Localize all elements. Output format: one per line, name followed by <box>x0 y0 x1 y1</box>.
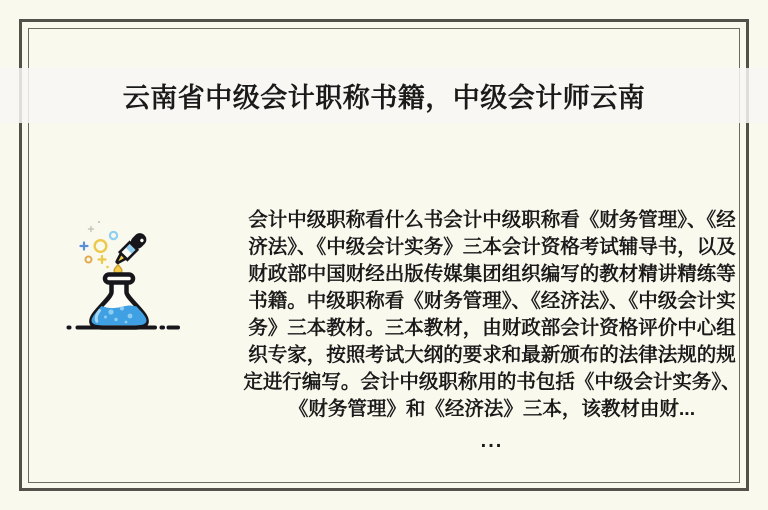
article-body <box>242 207 742 455</box>
title-strip <box>0 68 768 123</box>
page-title: 云南省中级会计职称书籍，中级会计师云南 <box>122 83 646 113</box>
sparkles <box>81 221 118 268</box>
flask-and-dropper-icon <box>55 205 200 350</box>
article-paragraph: 会计中级职称看什么书会计中级职称看《财务管理》、《经济法》、《中级会计实务》三本会计资格考试辅导书，以及财政部中国财经出版传媒集团组织编写的教材精讲精练等书籍。中级职称看《财务管理》、《经济法》、《中级会计实务》三本教材。三本教材，由财政部会计资格评价中心组织专家，按照考试大纲的要求和最新颁布的法律法规的规定进行编写。会计中级职称用的书包括《中级会计实务》、《财务管理》和《经济法》三本，该教材由财... <box>243 209 741 420</box>
ellipsis-line: ... <box>480 430 504 452</box>
flask <box>91 275 146 328</box>
